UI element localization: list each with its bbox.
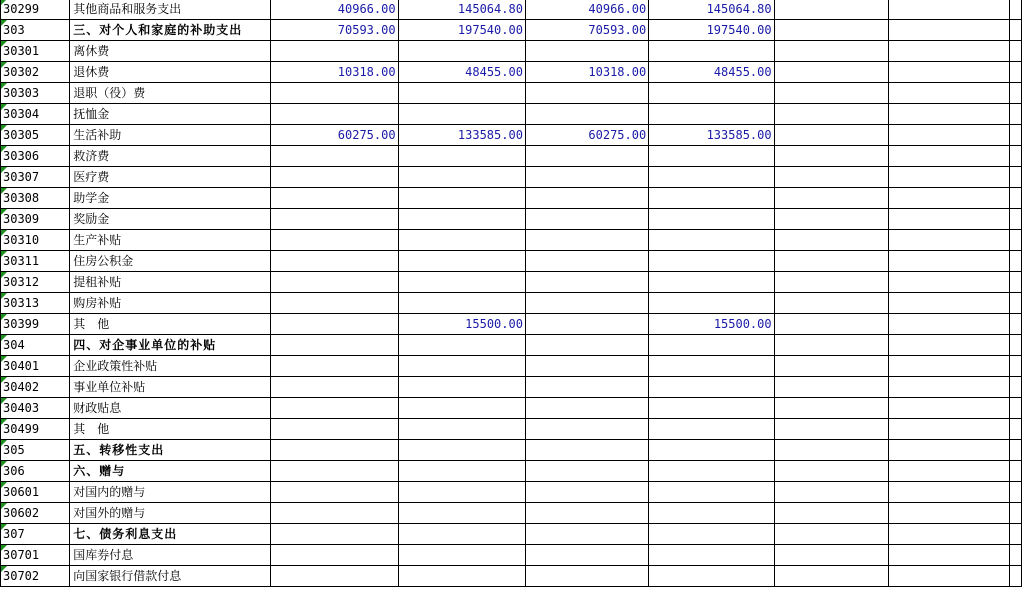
table-row [1, 62, 1022, 83]
table-row [1, 293, 1022, 314]
amount-cell-col9[interactable] [1010, 167, 1022, 188]
amount-cell-col3[interactable] [271, 356, 398, 377]
amount-cell-col6[interactable] [649, 209, 774, 230]
amount-cell-col8[interactable] [889, 356, 1010, 377]
amount-cell-col6[interactable]: 145064.80 [649, 0, 774, 20]
amount-cell-col4[interactable] [398, 146, 525, 167]
account-code-cell[interactable]: 304 [1, 335, 70, 356]
spreadsheet-body [1, 0, 1022, 587]
amount-cell-col7[interactable] [774, 83, 889, 104]
amount-cell-col5[interactable] [525, 377, 648, 398]
amount-cell-col7[interactable] [774, 167, 889, 188]
amount-cell-col7[interactable] [774, 188, 889, 209]
amount-cell-col8[interactable] [889, 419, 1010, 440]
amount-cell-col6[interactable] [649, 419, 774, 440]
amount-cell-col3[interactable] [271, 209, 398, 230]
amount-cell-col7[interactable] [774, 41, 889, 62]
amount-cell-col8[interactable] [889, 440, 1010, 461]
amount-cell-col5[interactable] [525, 104, 648, 125]
amount-cell-col5[interactable]: 10318.00 [525, 62, 648, 83]
amount-cell-col9[interactable] [1010, 356, 1022, 377]
amount-cell-col4[interactable] [398, 566, 525, 587]
amount-cell-col4[interactable] [398, 524, 525, 545]
amount-cell-col6[interactable]: 133585.00 [649, 125, 774, 146]
account-name-cell[interactable]: 抚恤金 [70, 104, 271, 125]
account-name-cell[interactable]: 住房公积金 [70, 251, 271, 272]
account-name-cell[interactable]: 退职（役）费 [70, 83, 271, 104]
amount-cell-col3[interactable] [271, 41, 398, 62]
account-name-cell[interactable]: 助学金 [70, 188, 271, 209]
amount-cell-col7[interactable] [774, 230, 889, 251]
account-code-cell[interactable]: 30307 [1, 167, 70, 188]
table-row [1, 20, 1022, 41]
amount-cell-col5[interactable] [525, 314, 648, 335]
table-row [1, 125, 1022, 146]
amount-cell-col6[interactable] [649, 167, 774, 188]
account-code-cell[interactable]: 30601 [1, 482, 70, 503]
amount-cell-col7[interactable] [774, 146, 889, 167]
table-row [1, 272, 1022, 293]
amount-cell-col6[interactable] [649, 104, 774, 125]
table-row [1, 167, 1022, 188]
amount-cell-col5[interactable] [525, 146, 648, 167]
amount-cell-col7[interactable] [774, 272, 889, 293]
amount-cell-col3[interactable]: 60275.00 [271, 125, 398, 146]
account-code-cell[interactable]: 30304 [1, 104, 70, 125]
table-row [1, 482, 1022, 503]
amount-cell-col4[interactable] [398, 209, 525, 230]
amount-cell-col5[interactable] [525, 167, 648, 188]
account-name-cell[interactable]: 购房补贴 [70, 293, 271, 314]
amount-cell-col6[interactable] [649, 398, 774, 419]
amount-cell-col3[interactable] [271, 377, 398, 398]
amount-cell-col9[interactable] [1010, 524, 1022, 545]
account-code-cell[interactable]: 30701 [1, 545, 70, 566]
amount-cell-col9[interactable] [1010, 20, 1022, 41]
amount-cell-col6[interactable] [649, 188, 774, 209]
amount-cell-col5[interactable] [525, 335, 648, 356]
amount-cell-col5[interactable] [525, 188, 648, 209]
amount-cell-col4[interactable] [398, 482, 525, 503]
account-code-cell[interactable]: 30702 [1, 566, 70, 587]
amount-cell-col6[interactable] [649, 251, 774, 272]
account-code-cell[interactable]: 30402 [1, 377, 70, 398]
amount-cell-col9[interactable] [1010, 188, 1022, 209]
amount-cell-col5[interactable] [525, 293, 648, 314]
amount-cell-col4[interactable] [398, 440, 525, 461]
account-code-cell[interactable]: 307 [1, 524, 70, 545]
account-name-cell[interactable]: 财政贴息 [70, 398, 271, 419]
amount-cell-col9[interactable] [1010, 230, 1022, 251]
amount-cell-col7[interactable] [774, 545, 889, 566]
amount-cell-col4[interactable]: 48455.00 [398, 62, 525, 83]
amount-cell-col7[interactable] [774, 524, 889, 545]
account-name-cell[interactable]: 其 他 [70, 314, 271, 335]
amount-cell-col3[interactable] [271, 566, 398, 587]
amount-cell-col7[interactable] [774, 314, 889, 335]
amount-cell-col7[interactable] [774, 503, 889, 524]
account-name-cell[interactable]: 退休费 [70, 62, 271, 83]
table-row [1, 440, 1022, 461]
table-row [1, 524, 1022, 545]
account-name-cell[interactable]: 对国内的赠与 [70, 482, 271, 503]
amount-cell-col9[interactable] [1010, 482, 1022, 503]
amount-cell-col8[interactable] [889, 104, 1010, 125]
amount-cell-col6[interactable]: 15500.00 [649, 314, 774, 335]
amount-cell-col3[interactable] [271, 440, 398, 461]
amount-cell-col6[interactable] [649, 272, 774, 293]
amount-cell-col4[interactable] [398, 356, 525, 377]
amount-cell-col9[interactable] [1010, 125, 1022, 146]
amount-cell-col8[interactable] [889, 524, 1010, 545]
account-code-cell[interactable]: 30299 [1, 0, 70, 20]
amount-cell-col3[interactable] [271, 482, 398, 503]
amount-cell-col5[interactable] [525, 545, 648, 566]
account-name-cell[interactable]: 离休费 [70, 41, 271, 62]
amount-cell-col8[interactable] [889, 209, 1010, 230]
amount-cell-col7[interactable] [774, 356, 889, 377]
amount-cell-col6[interactable] [649, 461, 774, 482]
table-row [1, 461, 1022, 482]
amount-cell-col5[interactable] [525, 83, 648, 104]
account-code-cell[interactable]: 306 [1, 461, 70, 482]
account-name-cell[interactable]: 五、转移性支出 [70, 440, 271, 461]
table-row [1, 566, 1022, 587]
table-row [1, 314, 1022, 335]
amount-cell-col6[interactable] [649, 440, 774, 461]
amount-cell-col7[interactable] [774, 293, 889, 314]
account-code-cell[interactable]: 30305 [1, 125, 70, 146]
amount-cell-col6[interactable] [649, 482, 774, 503]
account-code-cell[interactable]: 30313 [1, 293, 70, 314]
amount-cell-col6[interactable] [649, 146, 774, 167]
amount-cell-col5[interactable]: 40966.00 [525, 0, 648, 20]
account-name-cell[interactable]: 七、债务利息支出 [70, 524, 271, 545]
table-row [1, 419, 1022, 440]
table-row [1, 545, 1022, 566]
amount-cell-col8[interactable] [889, 566, 1010, 587]
amount-cell-col7[interactable] [774, 398, 889, 419]
amount-cell-col3[interactable]: 70593.00 [271, 20, 398, 41]
account-code-cell[interactable]: 30310 [1, 230, 70, 251]
amount-cell-col3[interactable] [271, 293, 398, 314]
amount-cell-col5[interactable]: 70593.00 [525, 20, 648, 41]
account-name-cell[interactable]: 三、对个人和家庭的补助支出 [70, 20, 271, 41]
amount-cell-col8[interactable] [889, 482, 1010, 503]
amount-cell-col4[interactable] [398, 251, 525, 272]
amount-cell-col6[interactable] [649, 566, 774, 587]
amount-cell-col8[interactable] [889, 314, 1010, 335]
amount-cell-col5[interactable] [525, 503, 648, 524]
amount-cell-col7[interactable] [774, 0, 889, 20]
amount-cell-col3[interactable] [271, 104, 398, 125]
amount-cell-col9[interactable] [1010, 209, 1022, 230]
account-name-cell[interactable]: 对国外的赠与 [70, 503, 271, 524]
account-code-cell[interactable]: 30303 [1, 83, 70, 104]
account-name-cell[interactable]: 其他商品和服务支出 [70, 0, 271, 20]
account-name-cell[interactable]: 事业单位补贴 [70, 377, 271, 398]
amount-cell-col7[interactable] [774, 335, 889, 356]
amount-cell-col3[interactable] [271, 398, 398, 419]
amount-cell-col4[interactable]: 197540.00 [398, 20, 525, 41]
amount-cell-col7[interactable] [774, 461, 889, 482]
table-row [1, 83, 1022, 104]
account-code-cell[interactable]: 30403 [1, 398, 70, 419]
amount-cell-col6[interactable] [649, 230, 774, 251]
amount-cell-col4[interactable] [398, 335, 525, 356]
amount-cell-col3[interactable] [271, 314, 398, 335]
amount-cell-col3[interactable] [271, 167, 398, 188]
amount-cell-col8[interactable] [889, 398, 1010, 419]
amount-cell-col8[interactable] [889, 377, 1010, 398]
amount-cell-col4[interactable] [398, 167, 525, 188]
table-row [1, 188, 1022, 209]
amount-cell-col4[interactable] [398, 83, 525, 104]
amount-cell-col8[interactable] [889, 272, 1010, 293]
table-row [1, 377, 1022, 398]
amount-cell-col4[interactable] [398, 398, 525, 419]
amount-cell-col5[interactable] [525, 398, 648, 419]
amount-cell-col9[interactable] [1010, 398, 1022, 419]
amount-cell-col6[interactable]: 48455.00 [649, 62, 774, 83]
table-row [1, 398, 1022, 419]
amount-cell-col4[interactable] [398, 377, 525, 398]
amount-cell-col9[interactable] [1010, 104, 1022, 125]
amount-cell-col3[interactable] [271, 83, 398, 104]
account-name-cell[interactable]: 四、对企事业单位的补贴 [70, 335, 271, 356]
account-code-cell[interactable]: 30312 [1, 272, 70, 293]
amount-cell-col5[interactable] [525, 419, 648, 440]
amount-cell-col9[interactable] [1010, 0, 1022, 20]
account-name-cell[interactable]: 生活补助 [70, 125, 271, 146]
account-name-cell[interactable]: 国库券付息 [70, 545, 271, 566]
amount-cell-col8[interactable] [889, 293, 1010, 314]
amount-cell-col5[interactable] [525, 251, 648, 272]
account-code-cell[interactable]: 30401 [1, 356, 70, 377]
amount-cell-col8[interactable] [889, 41, 1010, 62]
amount-cell-col8[interactable] [889, 188, 1010, 209]
account-code-cell[interactable]: 30399 [1, 314, 70, 335]
amount-cell-col9[interactable] [1010, 41, 1022, 62]
account-code-cell[interactable]: 30309 [1, 209, 70, 230]
amount-cell-col4[interactable] [398, 461, 525, 482]
amount-cell-col4[interactable] [398, 272, 525, 293]
amount-cell-col6[interactable] [649, 545, 774, 566]
account-code-cell[interactable]: 30306 [1, 146, 70, 167]
amount-cell-col8[interactable] [889, 0, 1010, 20]
account-code-cell[interactable]: 30308 [1, 188, 70, 209]
account-name-cell[interactable]: 六、赠与 [70, 461, 271, 482]
account-code-cell[interactable]: 30302 [1, 62, 70, 83]
amount-cell-col3[interactable] [271, 146, 398, 167]
amount-cell-col9[interactable] [1010, 503, 1022, 524]
amount-cell-col5[interactable] [525, 272, 648, 293]
amount-cell-col3[interactable] [271, 230, 398, 251]
amount-cell-col6[interactable] [649, 356, 774, 377]
account-name-cell[interactable]: 生产补贴 [70, 230, 271, 251]
account-name-cell[interactable]: 其 他 [70, 419, 271, 440]
amount-cell-col6[interactable] [649, 524, 774, 545]
amount-cell-col7[interactable] [774, 62, 889, 83]
table-row [1, 356, 1022, 377]
amount-cell-col7[interactable] [774, 419, 889, 440]
amount-cell-col7[interactable] [774, 251, 889, 272]
amount-cell-col4[interactable]: 145064.80 [398, 0, 525, 20]
amount-cell-col6[interactable] [649, 41, 774, 62]
amount-cell-col5[interactable] [525, 461, 648, 482]
amount-cell-col9[interactable] [1010, 377, 1022, 398]
amount-cell-col8[interactable] [889, 251, 1010, 272]
amount-cell-col3[interactable] [271, 419, 398, 440]
account-name-cell[interactable]: 提租补贴 [70, 272, 271, 293]
amount-cell-col4[interactable] [398, 293, 525, 314]
amount-cell-col6[interactable] [649, 335, 774, 356]
amount-cell-col3[interactable] [271, 461, 398, 482]
table-row [1, 41, 1022, 62]
amount-cell-col5[interactable] [525, 41, 648, 62]
amount-cell-col3[interactable]: 40966.00 [271, 0, 398, 20]
amount-cell-col4[interactable] [398, 188, 525, 209]
amount-cell-col5[interactable]: 60275.00 [525, 125, 648, 146]
amount-cell-col9[interactable] [1010, 62, 1022, 83]
amount-cell-col7[interactable] [774, 104, 889, 125]
account-code-cell[interactable]: 305 [1, 440, 70, 461]
table-row [1, 335, 1022, 356]
account-code-cell[interactable]: 30499 [1, 419, 70, 440]
amount-cell-col9[interactable] [1010, 83, 1022, 104]
amount-cell-col5[interactable] [525, 566, 648, 587]
amount-cell-col4[interactable] [398, 104, 525, 125]
table-row [1, 0, 1022, 20]
account-name-cell[interactable]: 救济费 [70, 146, 271, 167]
amount-cell-col6[interactable] [649, 503, 774, 524]
account-code-cell[interactable]: 30602 [1, 503, 70, 524]
amount-cell-col5[interactable] [525, 482, 648, 503]
table-row [1, 503, 1022, 524]
amount-cell-col7[interactable] [774, 125, 889, 146]
amount-cell-col7[interactable] [774, 566, 889, 587]
amount-cell-col3[interactable] [271, 251, 398, 272]
amount-cell-col9[interactable] [1010, 440, 1022, 461]
amount-cell-col9[interactable] [1010, 335, 1022, 356]
amount-cell-col9[interactable] [1010, 251, 1022, 272]
amount-cell-col8[interactable] [889, 461, 1010, 482]
amount-cell-col9[interactable] [1010, 272, 1022, 293]
table-row [1, 209, 1022, 230]
amount-cell-col9[interactable] [1010, 566, 1022, 587]
table-row [1, 104, 1022, 125]
amount-cell-col6[interactable]: 197540.00 [649, 20, 774, 41]
amount-cell-col9[interactable] [1010, 314, 1022, 335]
account-name-cell[interactable]: 向国家银行借款付息 [70, 566, 271, 587]
amount-cell-col5[interactable] [525, 524, 648, 545]
amount-cell-col9[interactable] [1010, 419, 1022, 440]
amount-cell-col4[interactable]: 15500.00 [398, 314, 525, 335]
amount-cell-col9[interactable] [1010, 146, 1022, 167]
amount-cell-col8[interactable] [889, 83, 1010, 104]
table-row [1, 251, 1022, 272]
amount-cell-col5[interactable] [525, 356, 648, 377]
amount-cell-col3[interactable] [271, 545, 398, 566]
account-code-cell[interactable]: 303 [1, 20, 70, 41]
amount-cell-col7[interactable] [774, 482, 889, 503]
amount-cell-col8[interactable] [889, 146, 1010, 167]
amount-cell-col8[interactable] [889, 125, 1010, 146]
account-name-cell[interactable]: 医疗费 [70, 167, 271, 188]
amount-cell-col7[interactable] [774, 20, 889, 41]
amount-cell-col4[interactable]: 133585.00 [398, 125, 525, 146]
amount-cell-col6[interactable] [649, 377, 774, 398]
amount-cell-col7[interactable] [774, 440, 889, 461]
amount-cell-col8[interactable] [889, 62, 1010, 83]
amount-cell-col4[interactable] [398, 503, 525, 524]
amount-cell-col4[interactable] [398, 545, 525, 566]
amount-cell-col8[interactable] [889, 20, 1010, 41]
amount-cell-col7[interactable] [774, 377, 889, 398]
account-name-cell[interactable]: 企业政策性补贴 [70, 356, 271, 377]
account-name-cell[interactable]: 奖励金 [70, 209, 271, 230]
amount-cell-col3[interactable]: 10318.00 [271, 62, 398, 83]
amount-cell-col5[interactable] [525, 209, 648, 230]
amount-cell-col3[interactable] [271, 335, 398, 356]
account-code-cell[interactable]: 30301 [1, 41, 70, 62]
amount-cell-col4[interactable] [398, 41, 525, 62]
amount-cell-col8[interactable] [889, 503, 1010, 524]
amount-cell-col3[interactable] [271, 524, 398, 545]
amount-cell-col4[interactable] [398, 230, 525, 251]
table-row [1, 230, 1022, 251]
amount-cell-col8[interactable] [889, 167, 1010, 188]
amount-cell-col8[interactable] [889, 230, 1010, 251]
amount-cell-col6[interactable] [649, 293, 774, 314]
amount-cell-col7[interactable] [774, 209, 889, 230]
amount-cell-col9[interactable] [1010, 545, 1022, 566]
amount-cell-col8[interactable] [889, 545, 1010, 566]
amount-cell-col3[interactable] [271, 503, 398, 524]
amount-cell-col4[interactable] [398, 419, 525, 440]
amount-cell-col5[interactable] [525, 230, 648, 251]
amount-cell-col6[interactable] [649, 83, 774, 104]
amount-cell-col3[interactable] [271, 272, 398, 293]
amount-cell-col3[interactable] [271, 188, 398, 209]
amount-cell-col8[interactable] [889, 335, 1010, 356]
amount-cell-col9[interactable] [1010, 293, 1022, 314]
amount-cell-col5[interactable] [525, 440, 648, 461]
table-row [1, 146, 1022, 167]
account-code-cell[interactable]: 30311 [1, 251, 70, 272]
amount-cell-col9[interactable] [1010, 461, 1022, 482]
